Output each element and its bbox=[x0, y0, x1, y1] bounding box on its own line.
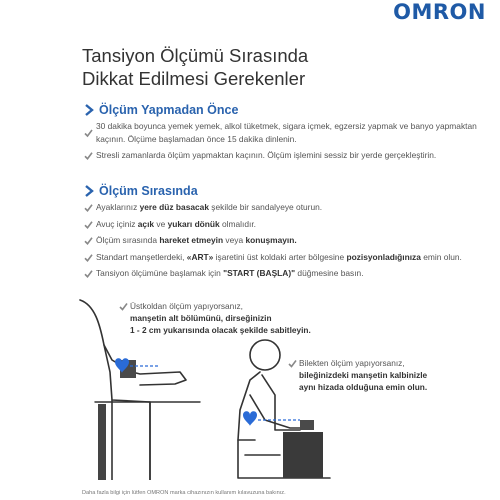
checklist-item-text bbox=[96, 201, 484, 214]
checkmark-icon bbox=[84, 252, 93, 264]
checklist-item-text bbox=[96, 267, 484, 280]
checklist-item bbox=[84, 267, 484, 280]
plain-text: Avuç içiniz bbox=[96, 218, 138, 229]
section-before-measurement bbox=[84, 103, 484, 166]
emphasis-text: pozisyonladığınıza bbox=[346, 251, 421, 262]
section-during-measurement bbox=[84, 184, 484, 284]
checkmark-icon bbox=[119, 302, 128, 311]
checklist-item-text bbox=[96, 234, 484, 247]
plain-text: olmalıdır. bbox=[219, 218, 256, 229]
checklist-item-text bbox=[96, 149, 484, 162]
plain-text: Tansiyon ölçümüne başlamak için bbox=[96, 268, 224, 278]
checkmark-icon bbox=[84, 219, 93, 231]
note-upper-arm-line-1: Üstkoldan ölçüm yapıyorsanız, bbox=[130, 301, 243, 311]
section-list-before bbox=[84, 120, 484, 162]
note-upper-arm-line-2: manşetin alt bölümünü, dirseğinizin bbox=[130, 313, 272, 323]
title-line-1: Tansiyon Ölçümü Sırasında bbox=[82, 45, 309, 66]
emphasis-text: yere düz basacak bbox=[139, 202, 209, 212]
checklist-item-text bbox=[96, 120, 484, 145]
emphasis-text: "START (BAŞLA)" bbox=[223, 268, 296, 278]
note-wrist bbox=[299, 357, 427, 393]
plain-text: Ayaklarınız bbox=[96, 202, 140, 212]
note-upper-arm bbox=[130, 300, 311, 336]
plain-text: 30 dakika boyunca yemek yemek, alkol tüketmek, sigara içmek, egzersiz yapmak ve banyo yapmaktan kaçının. Ölçüme başlamadan önce 15 dakika dinlenin. bbox=[96, 121, 477, 144]
emphasis-text: «ART» bbox=[186, 251, 214, 262]
section-list-during bbox=[84, 201, 484, 280]
omron-logo: OMRON bbox=[393, 0, 486, 24]
title-line-2: Dikkat Edilmesi Gerekenler bbox=[82, 68, 306, 89]
section-heading-during bbox=[84, 184, 484, 198]
checklist-item bbox=[84, 234, 484, 247]
plain-text: ve bbox=[154, 218, 168, 229]
emphasis-text: konuşmayın. bbox=[245, 235, 297, 245]
footer-note: Daha fazla bilgi için lütfen OMRON marka cihazınızın kullanım kılavuzuna bakınız. bbox=[82, 490, 286, 496]
armrest bbox=[283, 432, 323, 478]
plain-text: Stresli zamanlarda ölçüm yapmaktan kaçının. Ölçüm işlemini sessiz bir yerde gerçekleştirin. bbox=[96, 150, 437, 160]
emphasis-text: hareket etmeyin bbox=[159, 235, 224, 245]
checklist-item bbox=[84, 120, 484, 145]
checklist-item-text bbox=[96, 218, 484, 231]
page-title bbox=[82, 44, 482, 90]
checklist-item bbox=[84, 251, 484, 264]
plain-text: şekilde bir sandalyeye oturun. bbox=[208, 202, 323, 212]
checkmark-icon bbox=[84, 121, 93, 145]
note-upper-arm-line-3: 1 - 2 cm yukarısında olacak şekilde sabitleyin. bbox=[130, 325, 311, 335]
chevron-right-icon bbox=[84, 185, 94, 197]
heart-icon bbox=[243, 411, 257, 426]
checkmark-icon bbox=[288, 359, 297, 368]
plain-text: veya bbox=[223, 235, 246, 245]
wrist-cuff bbox=[300, 420, 314, 430]
plain-text: Standart manşetlerdeki, bbox=[96, 251, 187, 262]
checklist-item bbox=[84, 201, 484, 214]
checkmark-icon bbox=[84, 268, 93, 280]
note-wrist-line-2: bileğinizdeki manşetin kalbinizle bbox=[299, 370, 428, 380]
checkmark-icon bbox=[84, 235, 93, 247]
note-wrist-line-1: Bilekten ölçüm yapıyorsanız, bbox=[299, 358, 405, 368]
checklist-item-text bbox=[96, 251, 484, 264]
plain-text: Ölçüm sırasında bbox=[96, 235, 160, 245]
plain-text: işaretini üst koldaki arter bölgesine bbox=[213, 251, 347, 262]
checkmark-icon bbox=[84, 202, 93, 214]
note-wrist-line-3: aynı hizada olduğuna emin olun. bbox=[299, 382, 428, 392]
section-heading-text: Ölçüm Yapmadan Önce bbox=[99, 103, 239, 117]
emphasis-text: yukarı dönük bbox=[167, 218, 220, 229]
checkmark-icon bbox=[84, 150, 93, 162]
section-heading-text: Ölçüm Sırasında bbox=[99, 184, 198, 198]
plain-text: emin olun. bbox=[420, 251, 462, 262]
checklist-item bbox=[84, 218, 484, 231]
section-heading-before bbox=[84, 103, 484, 117]
plain-text: düğmesine basın. bbox=[295, 268, 364, 278]
chevron-right-icon bbox=[84, 104, 94, 116]
checklist-item bbox=[84, 149, 484, 162]
emphasis-text: açık bbox=[137, 218, 155, 229]
